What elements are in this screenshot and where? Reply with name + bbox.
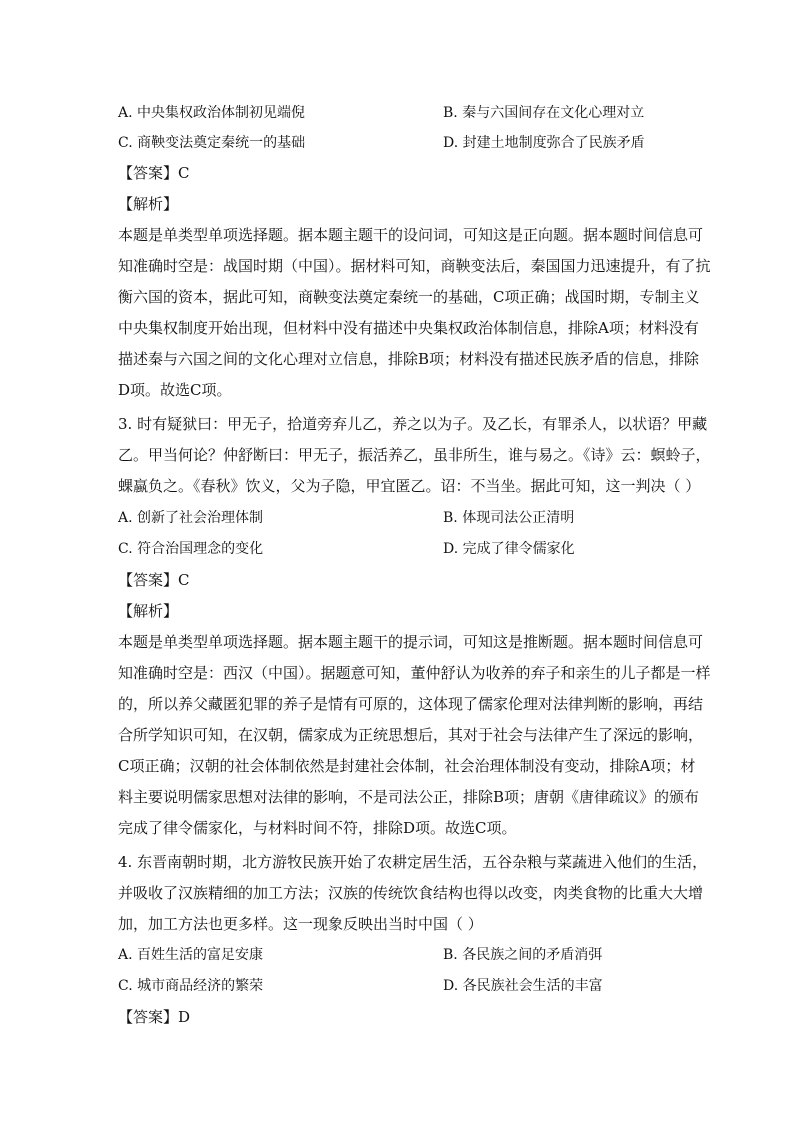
q3-option-c: C. 符合治国理念的变化	[118, 541, 264, 557]
q3-stem-line: 蜾蠃负之。《春秋》饮义，父为子隐，甲宜匿乙。诏：不当坐。据此可知，这一判决（ ）	[118, 477, 701, 495]
q3-analysis-line: 合所学知识可知，在汉朝，儒家成为正统思想后，其对于社会与法律产生了深远的影响，	[118, 726, 704, 744]
q2-analysis-label: 【解析】	[118, 195, 179, 213]
q2-analysis-line: 本题是单类型单项选择题。据本题主题干的设问词，可知这是正向题。据本题时间信息可	[118, 226, 704, 244]
q4-option-a: A. 百姓生活的富足安康	[118, 947, 264, 963]
q4-option-c: C. 城市商品经济的繁荣	[118, 978, 264, 994]
q4-stem-line: 加，加工方法也更多样。这一现象反映出当时中国（ ）	[118, 915, 483, 933]
q2-option-a: A. 中央集权政治体制初见端倪	[118, 105, 306, 121]
q2-analysis-line: 中央集权制度开始出现，但材料中没有描述中央集权政治体制信息，排除A项；材料没有	[118, 319, 699, 337]
q2-analysis-line: 描述秦与六国之间的文化心理对立信息，排除B项；材料没有描述民族矛盾的信息，排除	[118, 350, 700, 368]
q3-option-a: A. 创新了社会治理体制	[118, 510, 264, 526]
q4-option-d: D. 各民族社会生活的丰富	[443, 978, 603, 994]
q3-analysis-line: 料主要说明儒家思想对法律的影响，不是司法公正，排除B项；唐朝《唐律疏议》的颁布	[118, 788, 700, 806]
q3-analysis-line: 的，所以养父藏匿犯罪的养子是情有可原的，这体现了儒家伦理对法律判断的影响，再结	[118, 695, 704, 713]
q4-option-b: B. 各民族之间的矛盾消弭	[443, 947, 603, 963]
q4-stem-line: 并吸收了汉族精细的加工方法；汉族的传统饮食结构也得以改变，肉类食物的比重大大增	[118, 884, 704, 902]
q2-analysis-line: 衡六国的资本，据此可知，商鞅变法奠定秦统一的基础，C项正确；战国时期，专制主义	[118, 288, 700, 306]
q3-analysis-label: 【解析】	[118, 602, 179, 620]
q3-analysis-line: 知准确时空是：西汉（中国）。据题意可知，董仲舒认为收养的弃子和亲生的儿子都是一样	[118, 664, 711, 682]
q3-analysis-line: 本题是单类型单项选择题。据本题主题干的提示词，可知这是推断题。据本题时间信息可	[118, 633, 704, 651]
q2-option-d: D. 封建土地制度弥合了民族矛盾	[443, 135, 645, 151]
q3-stem-line: 乙。甲当何论？仲舒断曰：甲无子，振活养乙，虽非所生，谁与易之。《诗》云：螟蛉子，	[118, 446, 711, 464]
q2-answer: 【答案】C	[118, 164, 190, 182]
q4-answer: 【答案】D	[118, 1008, 191, 1026]
q2-option-b: B. 秦与六国间存在文化心理对立	[443, 105, 645, 121]
q2-analysis-line: 知准确时空是：战国时期（中国）。据材料可知，商鞅变法后，秦国国力迅速提升，有了抗	[118, 257, 711, 275]
q2-analysis-line: D项。故选C项。	[118, 381, 232, 399]
q3-stem-line: 3. 时有疑狱曰：甲无子，拾道旁弃儿乙，养之以为子。及乙长，有罪杀人，以状语？甲藏	[118, 415, 708, 433]
q3-option-d: D. 完成了律令儒家化	[443, 541, 575, 557]
q2-option-c: C. 商鞅变法奠定秦统一的基础	[118, 135, 306, 151]
q3-option-b: B. 体现司法公正清明	[443, 510, 575, 526]
q4-stem-line: 4. 东晋南朝时期，北方游牧民族开始了农耕定居生活，五谷杂粮与菜蔬进入他们的生活，	[118, 853, 708, 871]
q3-analysis-line: C项正确；汉朝的社会体制依然是封建社会体制，社会治理体制没有变动，排除A项；材	[118, 757, 696, 775]
q3-answer: 【答案】C	[118, 571, 190, 589]
q3-analysis-line: 完成了律令儒家化，与材料时间不符，排除D项。故选C项。	[118, 819, 517, 837]
